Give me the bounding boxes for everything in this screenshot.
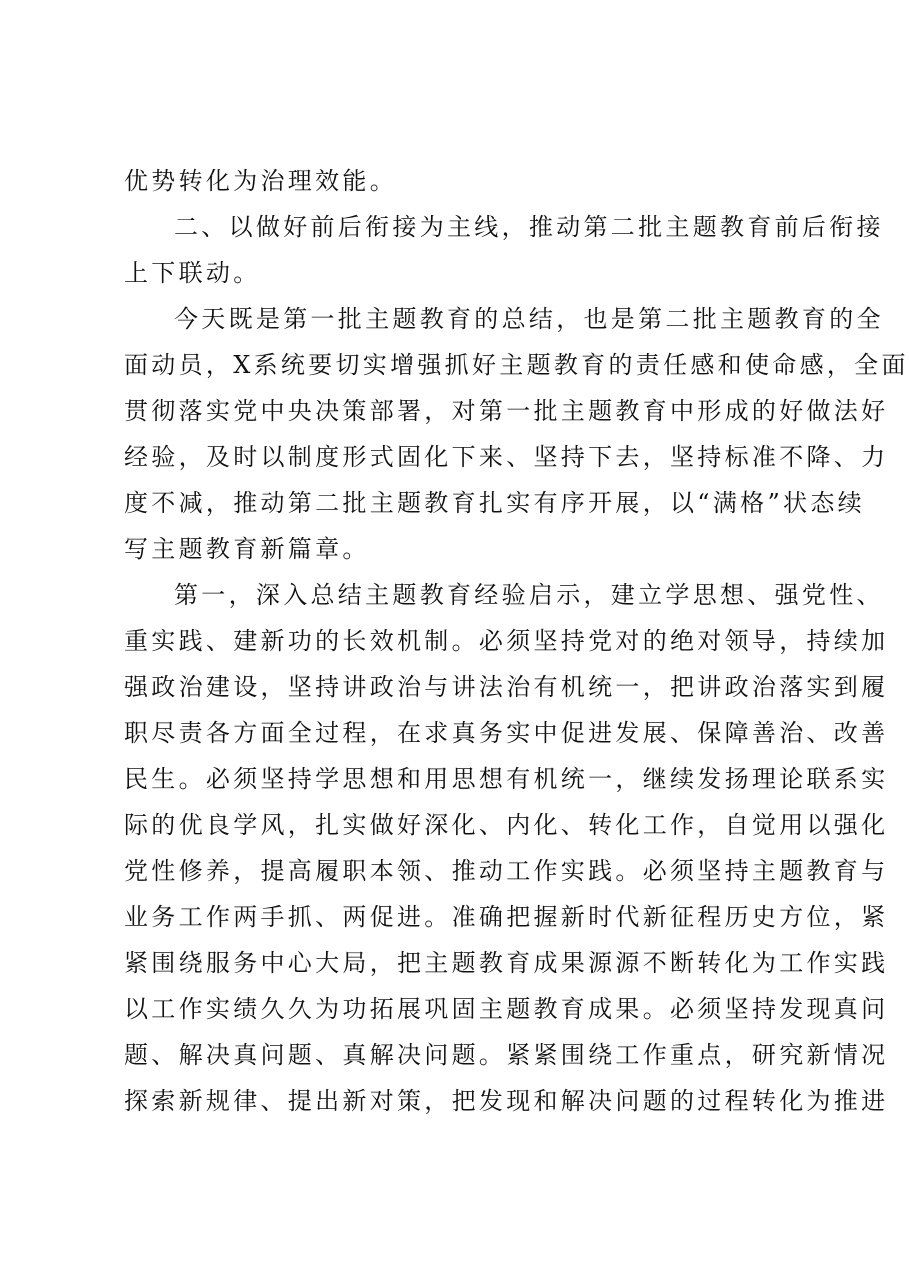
paragraph-line: 贯彻落实党中央决策部署，对第一批主题教育中形成的好做法好 (124, 397, 889, 425)
paragraph-line: 优势转化为治理效能。 (124, 167, 397, 195)
paragraph-line: 职尽责各方面全过程，在求真务实中促进发展、保障善治、改善 (124, 719, 889, 747)
paragraph-line: 际的优良学风，扎实做好深化、内化、转化工作，自觉用以强化 (124, 811, 889, 839)
section-heading-line: 二、以做好前后衔接为主线，推动第二批主题教育前后衔接 (174, 213, 884, 241)
paragraph-line: 紧围绕服务中心大局，把主题教育成果源源不断转化为工作实践 (124, 949, 889, 977)
paragraph-line: 题、解决真问题、真解决问题。紧紧围绕工作重点，研究新情况 (124, 1041, 889, 1069)
paragraph-line: 第一，深入总结主题教育经验启示，建立学思想、强党性、 (174, 581, 884, 609)
paragraph-line: 经验，及时以制度形式固化下来、坚持下去，坚持标准不降、力 (124, 443, 889, 471)
paragraph-line: 以工作实绩久久为功拓展巩固主题教育成果。必须坚持发现真问 (124, 995, 889, 1023)
paragraph-line: 面动员，X系统要切实增强抓好主题教育的责任感和使命感，全面 (124, 351, 909, 379)
paragraph-line: 强政治建设，坚持讲政治与讲法治有机统一，把讲政治落实到履 (124, 673, 889, 701)
paragraph-line: 党性修养，提高履职本领、推动工作实践。必须坚持主题教育与 (124, 857, 889, 885)
section-heading-line: 上下联动。 (124, 259, 261, 287)
paragraph-line: 业务工作两手抓、两促进。准确把握新时代新征程历史方位，紧 (124, 903, 889, 931)
paragraph-line: 度不减，推动第二批主题教育扎实有序开展，以“满格”状态续 (124, 489, 865, 517)
paragraph-line: 今天既是第一批主题教育的总结，也是第二批主题教育的全 (174, 305, 884, 333)
paragraph-line: 写主题教育新篇章。 (124, 535, 370, 563)
document-body (124, 158, 909, 1124)
paragraph-line: 民生。必须坚持学思想和用思想有机统一，继续发扬理论联系实 (124, 765, 889, 793)
paragraph-line: 重实践、建新功的长效机制。必须坚持党对的绝对领导，持续加 (124, 627, 889, 655)
paragraph-line: 探索新规律、提出新对策，把发现和解决问题的过程转化为推进 (124, 1087, 889, 1115)
